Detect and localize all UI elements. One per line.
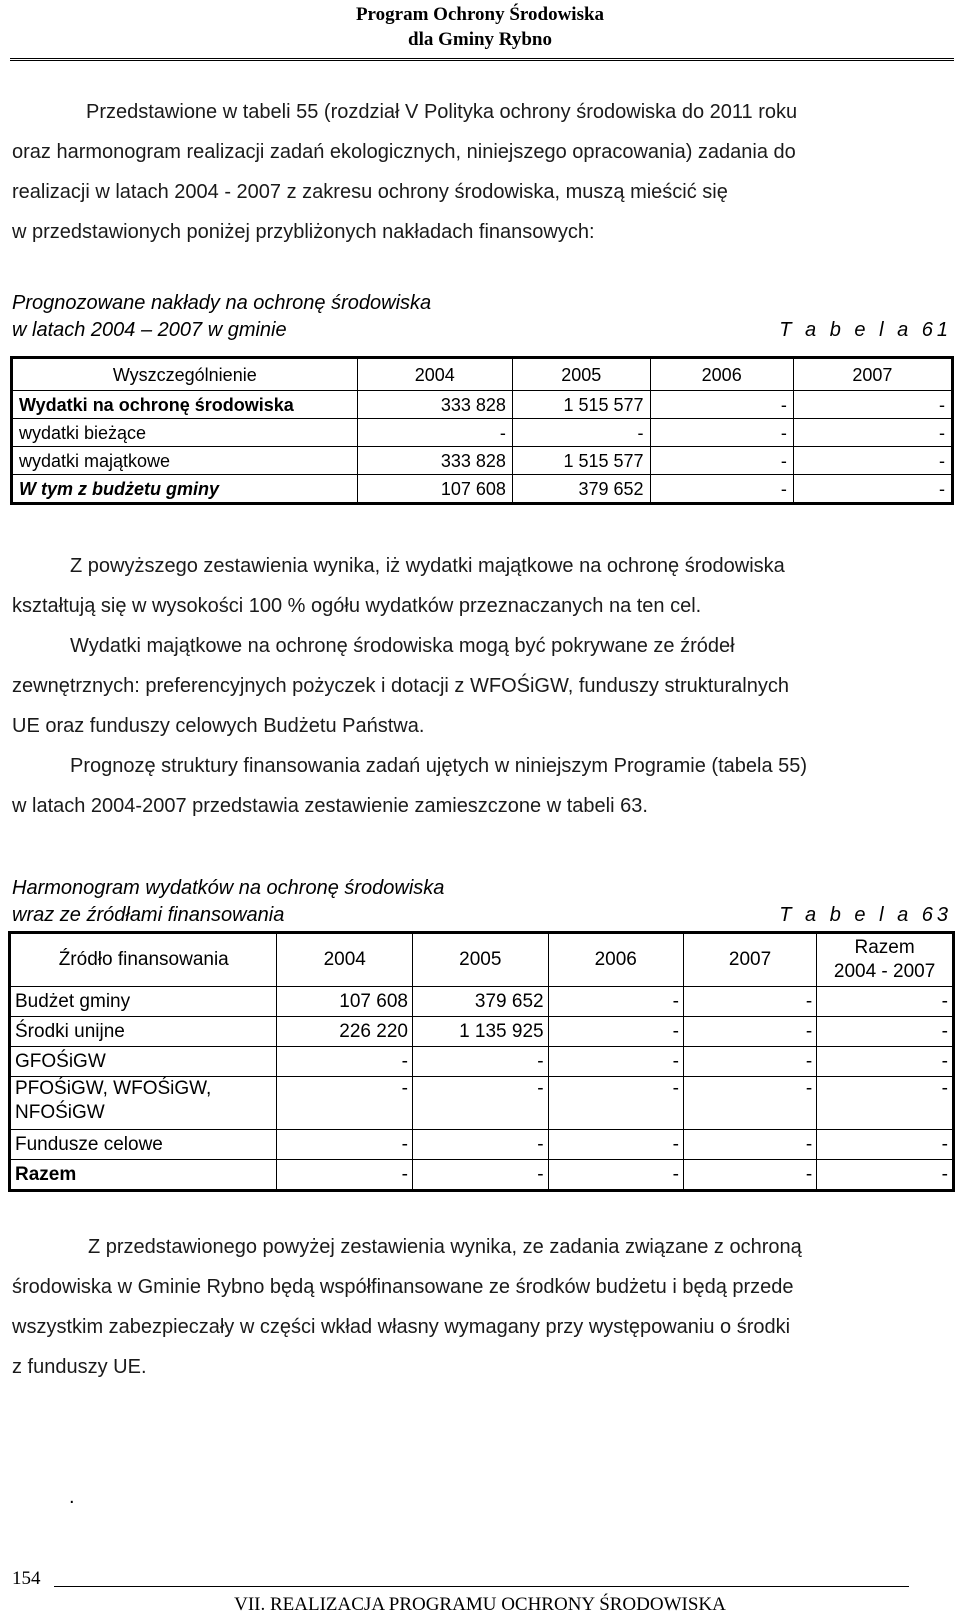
- text-line: Prognozę struktury finansowania zadań ujętych w niniejszym Programie (tabela 55): [70, 755, 808, 777]
- table-63: [8, 931, 955, 1192]
- row-label-line: PFOŚiGW, WFOŚiGW,: [15, 1078, 212, 1099]
- table-cell: 333 828: [357, 391, 512, 419]
- row-label: Budżet gminy: [10, 987, 277, 1017]
- text-line: Z powyższego zestawienia wynika, iż wydatki majątkowe na ochronę środowiska: [70, 555, 785, 577]
- table-cell: -: [683, 1077, 816, 1130]
- table-cell: -: [277, 1160, 413, 1191]
- header-title-line2: dla Gminy Rybno: [408, 29, 552, 50]
- table-row: [10, 1017, 954, 1047]
- text-line: UE oraz funduszy celowych Budżetu Państwa.: [12, 715, 425, 737]
- table-cell: -: [548, 1047, 683, 1077]
- table-cell: -: [793, 419, 952, 447]
- row-label: Fundusze celowe: [10, 1130, 277, 1160]
- header-line: 2004 - 2007: [833, 961, 936, 982]
- table61-caption-line1: Prognozowane nakłady na ochronę środowiska: [12, 292, 432, 314]
- table61-label: T a b e l a 61: [779, 319, 952, 341]
- column-header: 2005: [512, 358, 650, 391]
- table-cell: -: [548, 987, 683, 1017]
- row-label: W tym z budżetu gminy: [12, 475, 358, 504]
- footer-section-title: VII. REALIZACJA PROGRAMU OCHRONY ŚRODOWISKA: [234, 1594, 726, 1615]
- row-label: Razem: [10, 1160, 277, 1191]
- text-line: Przedstawione w tabeli 55 (rozdział V Polityka ochrony środowiska do 2011 roku: [86, 101, 798, 123]
- page-number: 154: [12, 1568, 41, 1589]
- table-cell: 1 515 577: [512, 391, 650, 419]
- table-cell: 379 652: [412, 987, 548, 1017]
- text-line: kształtują się w wysokości 100 % ogółu wydatków przeznaczanych na ten cel.: [12, 595, 702, 617]
- table-cell: -: [548, 1130, 683, 1160]
- text-line: z funduszy UE.: [12, 1356, 147, 1378]
- table-cell: -: [817, 1160, 954, 1191]
- row-label: [10, 1077, 277, 1130]
- table-cell: 107 608: [277, 987, 413, 1017]
- table-row: [12, 391, 953, 419]
- table-cell: -: [650, 419, 793, 447]
- table-cell: -: [817, 1130, 954, 1160]
- stray-dot: .: [69, 1486, 75, 1508]
- table-row: [12, 447, 953, 475]
- text-line: w latach 2004-2007 przedstawia zestawienie zamieszczone w tabeli 63.: [12, 795, 648, 817]
- table-cell: 333 828: [357, 447, 512, 475]
- table-row: [12, 419, 953, 447]
- header-line: Razem: [854, 937, 915, 958]
- table-cell: -: [683, 1047, 816, 1077]
- table-row: [10, 1160, 954, 1191]
- table-cell: -: [793, 447, 952, 475]
- table63-label: T a b e l a 63: [779, 904, 952, 926]
- header-rule: [10, 58, 954, 61]
- closing-paragraph: [12, 1232, 952, 1392]
- table-row: [10, 1077, 954, 1130]
- row-label: Wydatki na ochronę środowiska: [12, 391, 358, 419]
- footer-rule: [54, 1586, 909, 1587]
- column-header: 2005: [412, 933, 548, 987]
- column-header: 2007: [793, 358, 952, 391]
- column-header: Wyszczególnienie: [12, 358, 358, 391]
- table-cell: -: [817, 1017, 954, 1047]
- table-header-row: [12, 358, 953, 391]
- table-cell: -: [793, 391, 952, 419]
- table-cell: -: [412, 1077, 548, 1130]
- row-label: GFOŚiGW: [10, 1047, 277, 1077]
- table-cell: -: [793, 475, 952, 504]
- text-line: Wydatki majątkowe na ochronę środowiska mogą być pokrywane ze źródeł: [70, 635, 735, 657]
- table-header-row: [10, 933, 954, 987]
- table-cell: -: [412, 1160, 548, 1191]
- table-61: [10, 356, 954, 505]
- table63-caption-line1: Harmonogram wydatków na ochronę środowiska: [12, 877, 445, 899]
- table-cell: -: [512, 419, 650, 447]
- column-header: 2004: [277, 933, 413, 987]
- table-cell: -: [650, 447, 793, 475]
- table-cell: 1 515 577: [512, 447, 650, 475]
- table-cell: -: [548, 1017, 683, 1047]
- table-cell: -: [277, 1047, 413, 1077]
- table-row: [12, 475, 953, 504]
- table-cell: -: [683, 987, 816, 1017]
- table-cell: -: [412, 1130, 548, 1160]
- table-cell: -: [277, 1077, 413, 1130]
- table61-caption-line2: w latach 2004 – 2007 w gminie: [12, 319, 287, 341]
- text-line: realizacji w latach 2004 - 2007 z zakresu ochrony środowiska, muszą mieścić się: [12, 181, 728, 203]
- text-line: wszystkim zabezpieczały w części wkład własny wymagany przy występowaniu o środki: [12, 1316, 791, 1338]
- table-cell: -: [277, 1130, 413, 1160]
- table-cell: 1 135 925: [412, 1017, 548, 1047]
- text-line: oraz harmonogram realizacji zadań ekologicznych, niniejszego opracowania) zadania do: [12, 141, 796, 163]
- row-label: wydatki bieżące: [12, 419, 358, 447]
- table63-caption-line2: wraz ze źródłami finansowania: [12, 904, 285, 926]
- table-cell: -: [817, 1077, 954, 1130]
- table-row: [10, 987, 954, 1017]
- table-cell: 379 652: [512, 475, 650, 504]
- table-row: [10, 1130, 954, 1160]
- table-cell: -: [412, 1047, 548, 1077]
- column-header: 2006: [548, 933, 683, 987]
- table-cell: -: [683, 1160, 816, 1191]
- table-cell: -: [650, 475, 793, 504]
- row-label: wydatki majątkowe: [12, 447, 358, 475]
- table-cell: -: [548, 1160, 683, 1191]
- intro-paragraph: [12, 97, 952, 257]
- row-label: Środki unijne: [10, 1017, 277, 1047]
- table-cell: -: [683, 1017, 816, 1047]
- table-cell: -: [357, 419, 512, 447]
- table-cell: -: [650, 391, 793, 419]
- column-header: 2004: [357, 358, 512, 391]
- text-line: zewnętrznych: preferencyjnych pożyczek i dotacji z WFOŚiGW, funduszy strukturalnych: [12, 675, 789, 697]
- table-row: [10, 1047, 954, 1077]
- column-header: Źródło finansowania: [10, 933, 277, 987]
- row-label-line: NFOŚiGW: [15, 1102, 105, 1123]
- column-header: 2006: [650, 358, 793, 391]
- table-cell: -: [548, 1077, 683, 1130]
- text-line: w przedstawionych poniżej przybliżonych nakładach finansowych:: [12, 221, 595, 243]
- table-cell: -: [817, 1047, 954, 1077]
- column-header-total: [817, 933, 954, 987]
- table-cell: -: [683, 1130, 816, 1160]
- table-cell: -: [817, 987, 954, 1017]
- column-header: 2007: [683, 933, 816, 987]
- table-cell: 226 220: [277, 1017, 413, 1047]
- table-cell: 107 608: [357, 475, 512, 504]
- text-line: Z przedstawionego powyżej zestawienia wynika, ze zadania związane z ochroną: [88, 1236, 802, 1258]
- middle-paragraphs: [12, 551, 952, 831]
- text-line: środowiska w Gminie Rybno będą współfinansowane ze środków budżetu i będą przede: [12, 1276, 794, 1298]
- header-title-line1: Program Ochrony Środowiska: [355, 4, 605, 25]
